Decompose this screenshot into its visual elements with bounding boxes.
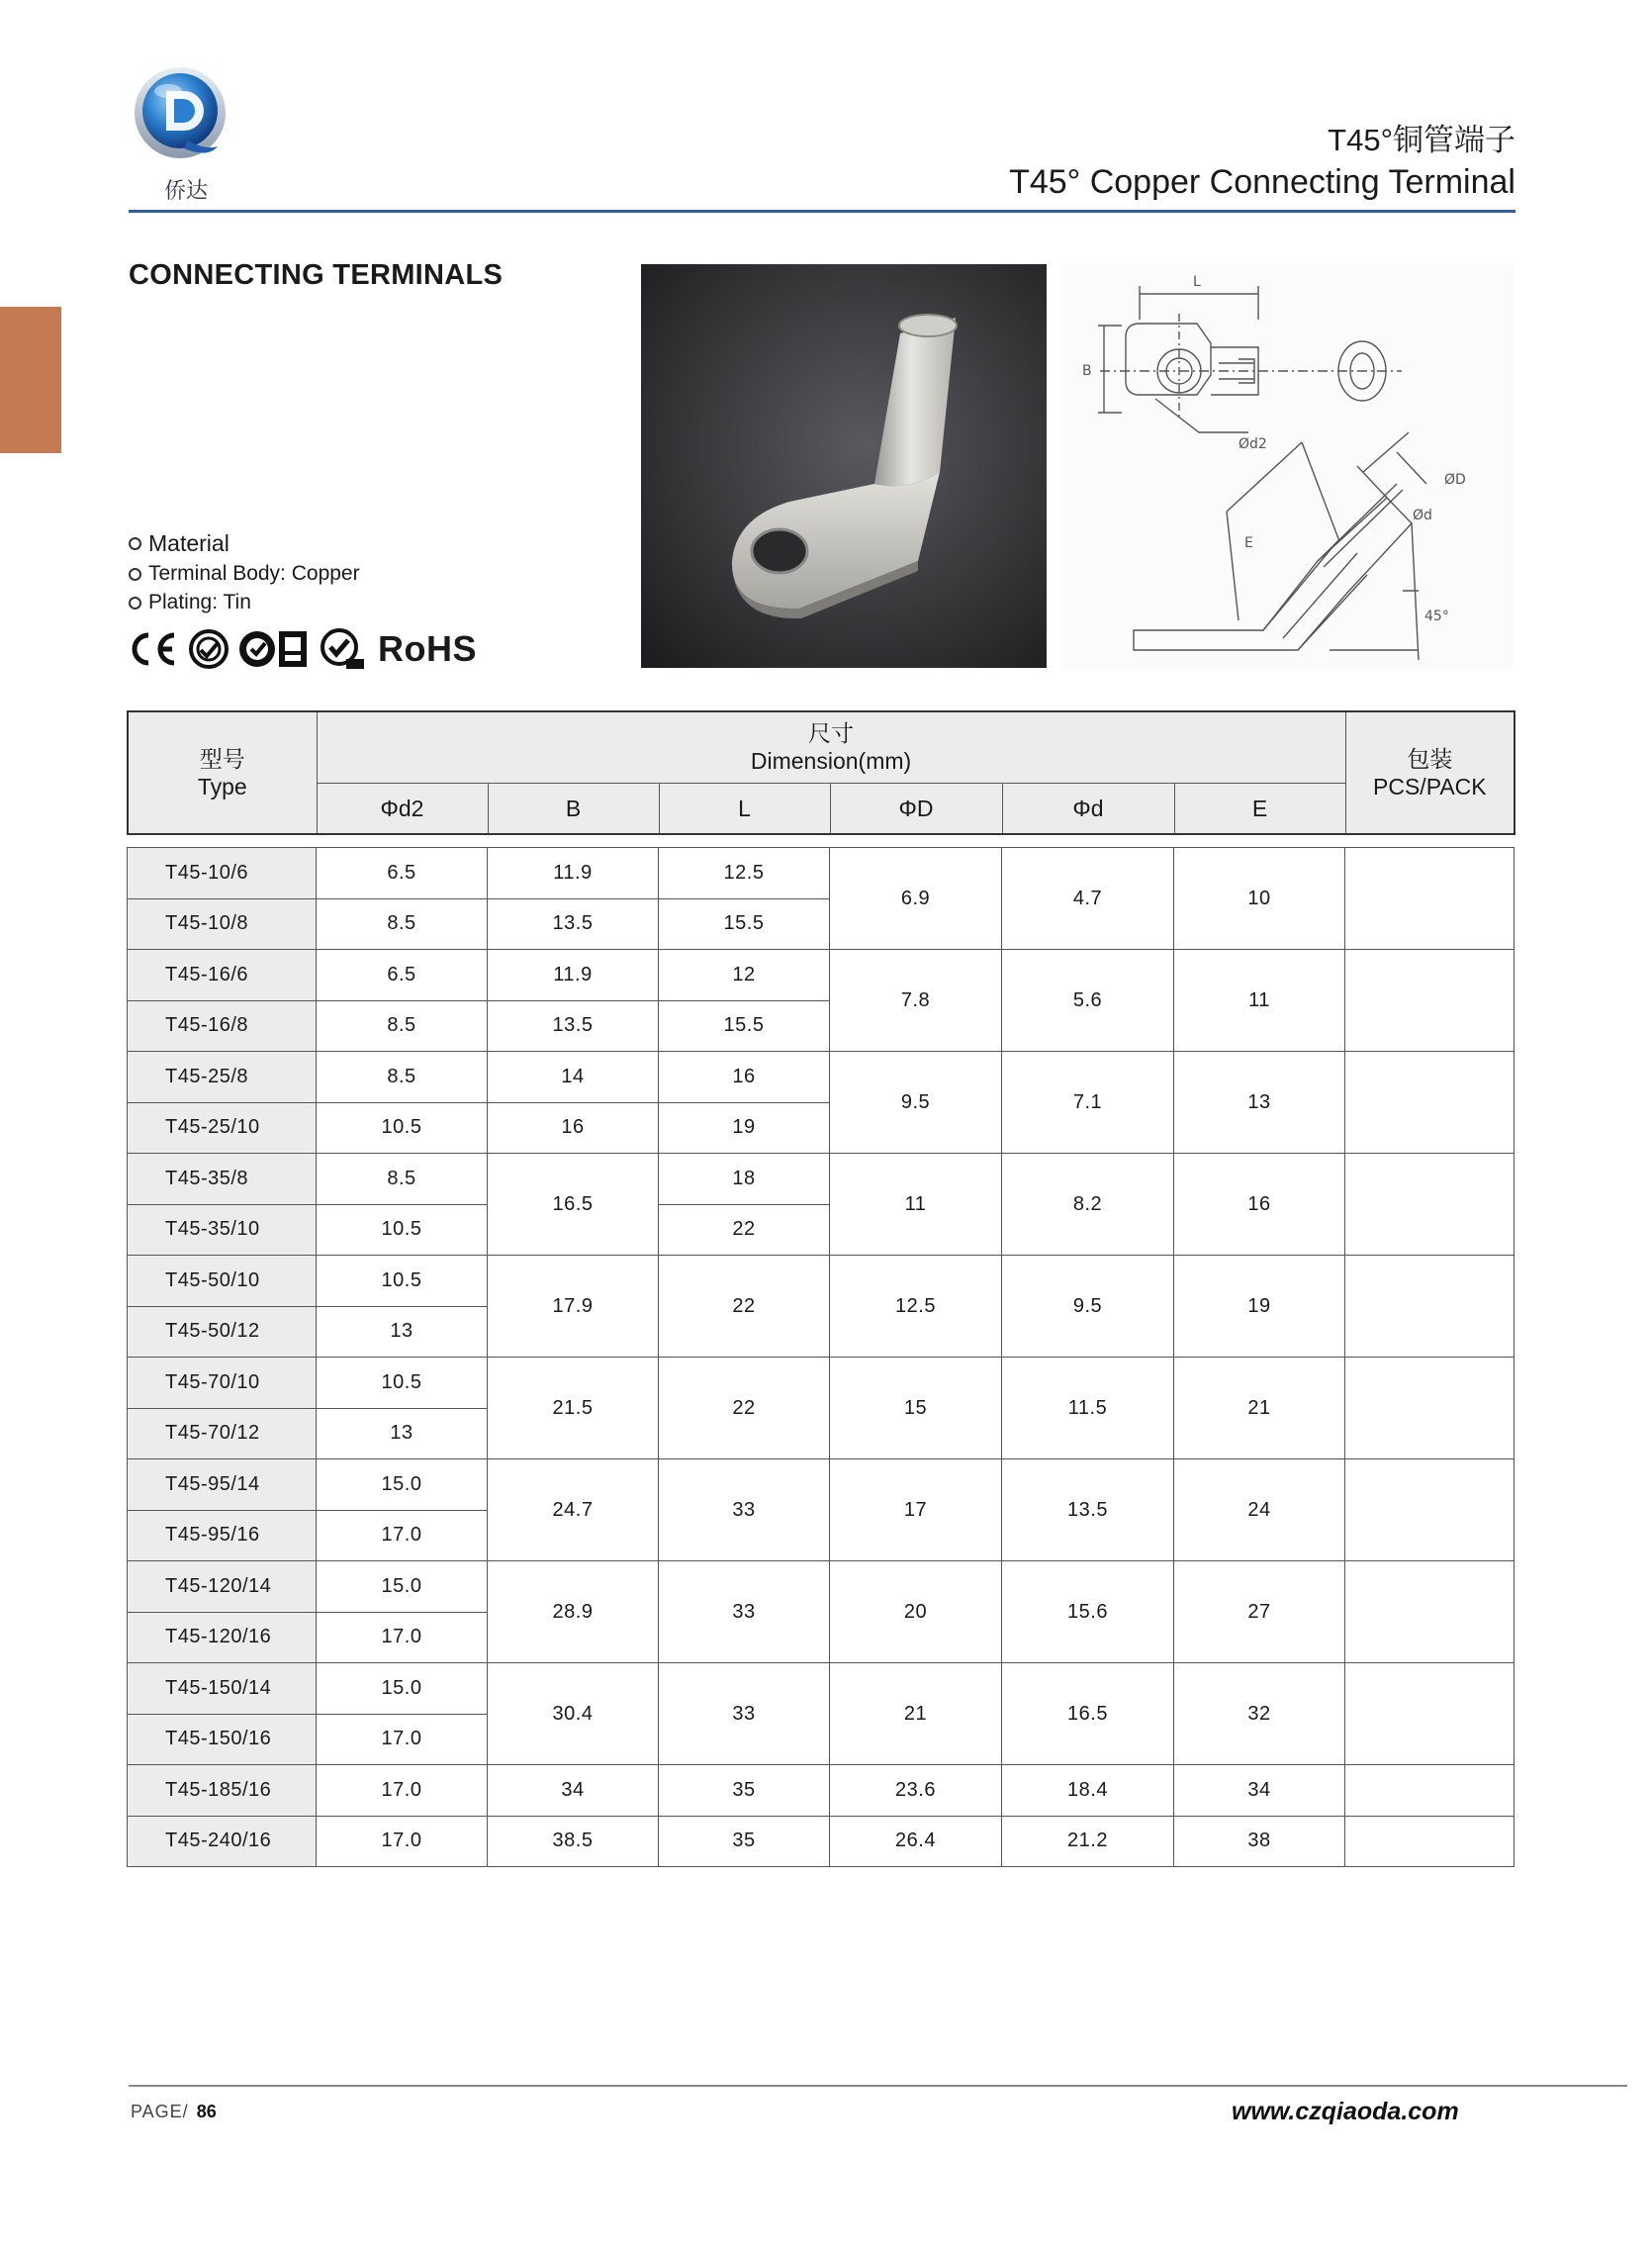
rohs-label: RoHS [378, 628, 477, 669]
table-row [128, 1256, 1514, 1307]
cell-b: 21.5 [488, 1358, 659, 1459]
cell-l: 35 [659, 1765, 830, 1817]
cell-type: T45-16/8 [128, 1000, 317, 1052]
table-row [128, 1765, 1514, 1817]
cell-d2: 8.5 [317, 898, 488, 950]
cell-e: 10 [1174, 848, 1345, 950]
cell-d2: 13 [317, 1306, 488, 1358]
label-e: E [1244, 535, 1253, 551]
cell-type: T45-185/16 [128, 1765, 317, 1817]
cell-big-d: 12.5 [830, 1256, 1002, 1358]
header-divider [129, 210, 1515, 213]
cell-type: T45-70/10 [128, 1358, 317, 1409]
cell-type: T45-95/16 [128, 1510, 317, 1561]
material-item-plating: Plating: Tin [129, 588, 360, 616]
cell-type: T45-95/14 [128, 1459, 317, 1511]
cell-e: 16 [1174, 1154, 1345, 1256]
cell-b: 34 [488, 1765, 659, 1817]
cell-type: T45-120/16 [128, 1612, 317, 1663]
logo-text: 侨达 [164, 179, 209, 204]
cell-small-d: 13.5 [1002, 1459, 1174, 1561]
material-item-body: Terminal Body: Copper [129, 559, 360, 588]
cell-pack [1345, 1561, 1514, 1663]
cell-pack [1345, 1765, 1514, 1817]
cell-b: 28.9 [488, 1561, 659, 1663]
table-row [128, 1154, 1514, 1205]
cell-l: 22 [659, 1358, 830, 1459]
cell-e: 27 [1174, 1561, 1345, 1663]
cell-type: T45-35/8 [128, 1154, 317, 1205]
cell-type: T45-10/8 [128, 898, 317, 950]
cell-e: 11 [1174, 950, 1345, 1052]
table-row [128, 1816, 1514, 1867]
cell-d2: 15.0 [317, 1663, 488, 1715]
title-english: T45° Copper Connecting Terminal [1009, 163, 1515, 201]
cell-type: T45-70/12 [128, 1408, 317, 1459]
cqc-icon [237, 627, 311, 671]
cell-l: 16 [659, 1052, 830, 1103]
cell-b: 17.9 [488, 1256, 659, 1358]
cell-b: 16 [488, 1102, 659, 1154]
cell-big-d: 21 [830, 1663, 1002, 1765]
cell-l: 22 [659, 1256, 830, 1358]
label-small-d: Ød [1413, 508, 1432, 523]
cell-type: T45-150/14 [128, 1663, 317, 1715]
cell-type: T45-50/10 [128, 1256, 317, 1307]
cell-small-d: 18.4 [1002, 1765, 1174, 1817]
cell-d2: 17.0 [317, 1510, 488, 1561]
cell-pack [1345, 1816, 1514, 1867]
cell-small-d: 9.5 [1002, 1256, 1174, 1358]
side-color-tab [0, 307, 61, 453]
cell-l: 22 [659, 1204, 830, 1256]
website-link[interactable]: www.czqiaoda.com [1232, 2098, 1459, 2125]
cell-b: 24.7 [488, 1459, 659, 1561]
cell-pack [1345, 950, 1514, 1052]
header-dimension: 尺寸 Dimension(mm) [317, 711, 1345, 783]
page-number [131, 2102, 217, 2122]
cell-small-d: 8.2 [1002, 1154, 1174, 1256]
cell-d2: 10.5 [317, 1358, 488, 1409]
product-photo [641, 264, 1047, 668]
cell-e: 38 [1174, 1816, 1345, 1867]
table-row [128, 1561, 1514, 1613]
header-col-b: B [488, 783, 659, 834]
cell-l: 33 [659, 1663, 830, 1765]
label-angle: 45° [1424, 609, 1449, 624]
cell-big-d: 26.4 [830, 1816, 1002, 1867]
cell-type: T45-35/10 [128, 1204, 317, 1256]
cell-l: 33 [659, 1561, 830, 1663]
cell-b: 14 [488, 1052, 659, 1103]
cell-l: 15.5 [659, 1000, 830, 1052]
cell-d2: 10.5 [317, 1204, 488, 1256]
cell-pack [1345, 1052, 1514, 1154]
cell-pack [1345, 1256, 1514, 1358]
cell-big-d: 6.9 [830, 848, 1002, 950]
cell-small-d: 16.5 [1002, 1663, 1174, 1765]
header-col-small-d: Φd [1002, 783, 1174, 834]
footer-divider [129, 2085, 1627, 2087]
section-title: CONNECTING TERMINALS [129, 259, 504, 291]
cell-big-d: 20 [830, 1561, 1002, 1663]
spec-table-body [127, 847, 1514, 1867]
cell-e: 34 [1174, 1765, 1345, 1817]
table-row [128, 1459, 1514, 1511]
cell-b: 38.5 [488, 1816, 659, 1867]
ce-mark-icon [125, 629, 180, 669]
ccc-icon [188, 628, 229, 670]
label-big-d: ØD [1444, 472, 1466, 488]
cell-type: T45-25/10 [128, 1102, 317, 1154]
cell-e: 19 [1174, 1256, 1345, 1358]
cell-d2: 8.5 [317, 1154, 488, 1205]
cell-e: 21 [1174, 1358, 1345, 1459]
cell-b: 16.5 [488, 1154, 659, 1256]
cell-d2: 10.5 [317, 1256, 488, 1307]
spec-table-header [127, 710, 1515, 835]
cell-d2: 6.5 [317, 848, 488, 899]
header-type: 型号 Type [128, 711, 317, 834]
cell-small-d: 4.7 [1002, 848, 1174, 950]
cell-pack [1345, 1154, 1514, 1256]
cell-d2: 13 [317, 1408, 488, 1459]
cell-small-d: 11.5 [1002, 1358, 1174, 1459]
cell-type: T45-120/14 [128, 1561, 317, 1613]
cell-e: 32 [1174, 1663, 1345, 1765]
header-pack: 包装 PCS/PACK [1345, 711, 1514, 834]
cell-b: 11.9 [488, 848, 659, 899]
table-row [128, 848, 1514, 899]
cell-b: 13.5 [488, 1000, 659, 1052]
cell-d2: 6.5 [317, 950, 488, 1001]
material-heading: Material [129, 527, 360, 559]
table-row [128, 1358, 1514, 1409]
cell-d2: 17.0 [317, 1765, 488, 1817]
cell-small-d: 5.6 [1002, 950, 1174, 1052]
cell-big-d: 23.6 [830, 1765, 1002, 1817]
sgs-icon [319, 627, 364, 671]
company-logo [129, 61, 237, 210]
header-col-l: L [659, 783, 830, 834]
cell-type: T45-150/16 [128, 1714, 317, 1765]
cell-b: 11.9 [488, 950, 659, 1001]
cell-d2: 15.0 [317, 1459, 488, 1511]
technical-drawing [1060, 264, 1514, 668]
cell-e: 24 [1174, 1459, 1345, 1561]
cell-type: T45-50/12 [128, 1306, 317, 1358]
cell-pack [1345, 1459, 1514, 1561]
cell-l: 12.5 [659, 848, 830, 899]
table-row [128, 950, 1514, 1001]
cell-d2: 15.0 [317, 1561, 488, 1613]
cell-b: 30.4 [488, 1663, 659, 1765]
cell-pack [1345, 848, 1514, 950]
cell-big-d: 17 [830, 1459, 1002, 1561]
certification-row [125, 625, 477, 673]
cell-type: T45-25/8 [128, 1052, 317, 1103]
cell-type: T45-240/16 [128, 1816, 317, 1867]
cell-l: 18 [659, 1154, 830, 1205]
material-list [129, 527, 360, 616]
cell-l: 35 [659, 1816, 830, 1867]
cell-small-d: 21.2 [1002, 1816, 1174, 1867]
cell-l: 19 [659, 1102, 830, 1154]
label-b: B [1082, 363, 1092, 379]
cell-small-d: 15.6 [1002, 1561, 1174, 1663]
title-chinese: T45°铜管端子 [1328, 123, 1515, 157]
page-header-title [1009, 121, 1515, 204]
cell-d2: 17.0 [317, 1714, 488, 1765]
cell-type: T45-16/6 [128, 950, 317, 1001]
cell-type: T45-10/6 [128, 848, 317, 899]
header-col-d2: Φd2 [317, 783, 488, 834]
cell-pack [1345, 1663, 1514, 1765]
cell-d2: 10.5 [317, 1102, 488, 1154]
cell-big-d: 7.8 [830, 950, 1002, 1052]
label-d2: Ød2 [1239, 436, 1267, 452]
cell-e: 13 [1174, 1052, 1345, 1154]
cell-pack [1345, 1358, 1514, 1459]
cell-big-d: 15 [830, 1358, 1002, 1459]
header-col-big-d: ΦD [830, 783, 1002, 834]
cell-l: 33 [659, 1459, 830, 1561]
cell-d2: 8.5 [317, 1000, 488, 1052]
cell-l: 12 [659, 950, 830, 1001]
cell-d2: 17.0 [317, 1612, 488, 1663]
cell-b: 13.5 [488, 898, 659, 950]
cell-d2: 8.5 [317, 1052, 488, 1103]
cell-l: 15.5 [659, 898, 830, 950]
table-row [128, 1052, 1514, 1103]
cell-small-d: 7.1 [1002, 1052, 1174, 1154]
cell-d2: 17.0 [317, 1816, 488, 1867]
cell-big-d: 11 [830, 1154, 1002, 1256]
label-l: L [1193, 274, 1201, 290]
page-number-value: 86 [196, 2102, 217, 2121]
cell-big-d: 9.5 [830, 1052, 1002, 1154]
page-label: PAGE/ [131, 2102, 189, 2121]
header-col-e: E [1174, 783, 1345, 834]
table-row [128, 1663, 1514, 1715]
